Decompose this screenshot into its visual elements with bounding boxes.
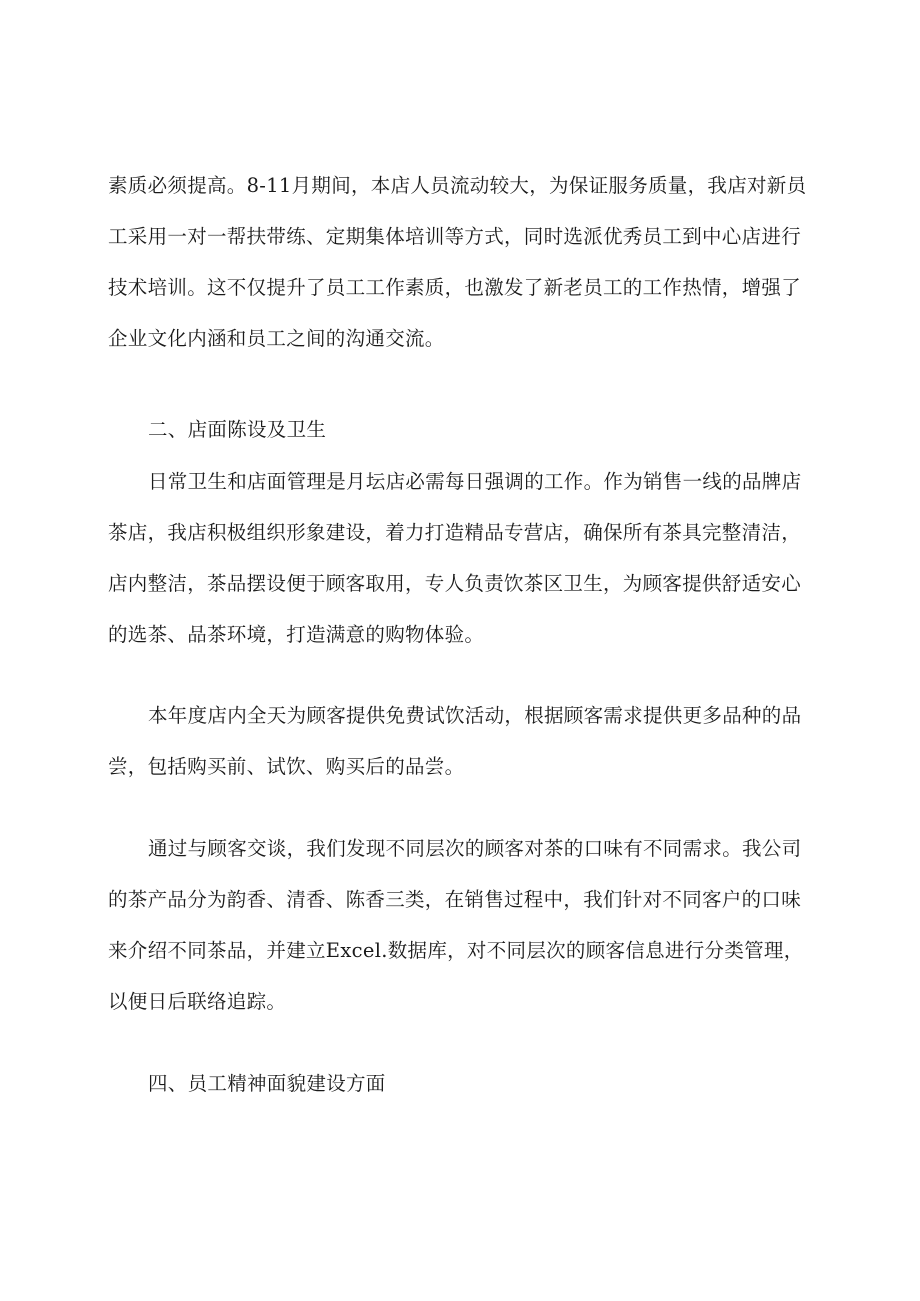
section-heading-staff-morale: 四、员工精神面貌建设方面 [148,1072,386,1095]
paragraph-customer-database: 通过与顾客交谈，我们发现不同层次的顾客对茶的口味有不同需求。我公司的茶产品分为韵香、清香、陈香三类，在销售过程中，我们针对不同客户的口味来介绍不同茶品，并建立Excel.数据库，对不同层次的顾客信息进行分类管理，以便日后联络追踪。 [108,837,804,1013]
paragraph-staff-training: 素质必须提高。8-11月期间，本店人员流动较大，为保证服务质量，我店对新员工采用一对一帮扶带练、定期集体培训等方式，同时选派优秀员工到中心店进行技术培训。这不仅提升了员工工作素质，也激发了新老员工的工作热情，增强了企业文化内涵和员工之间的沟通交流。 [108,174,807,350]
paragraph-free-tasting: 本年度店内全天为顾客提供免费试饮活动，根据顾客需求提供更多品种的品尝，包括购买前、试饮、购买后的品尝。 [108,704,802,778]
section-heading-store-display: 二、店面陈设及卫生 [148,418,327,441]
paragraph-store-hygiene: 日常卫生和店面管理是月坛店必需每日强调的工作。作为销售一线的品牌店茶店，我店积极组织形象建设，着力打造精品专营店，确保所有茶具完整清洁，店内整洁，茶品摆设便于顾客取用，专人负责饮茶区卫生，为顾客提供舒适安心的选茶、品茶环境，打造满意的购物体验。 [108,470,802,646]
